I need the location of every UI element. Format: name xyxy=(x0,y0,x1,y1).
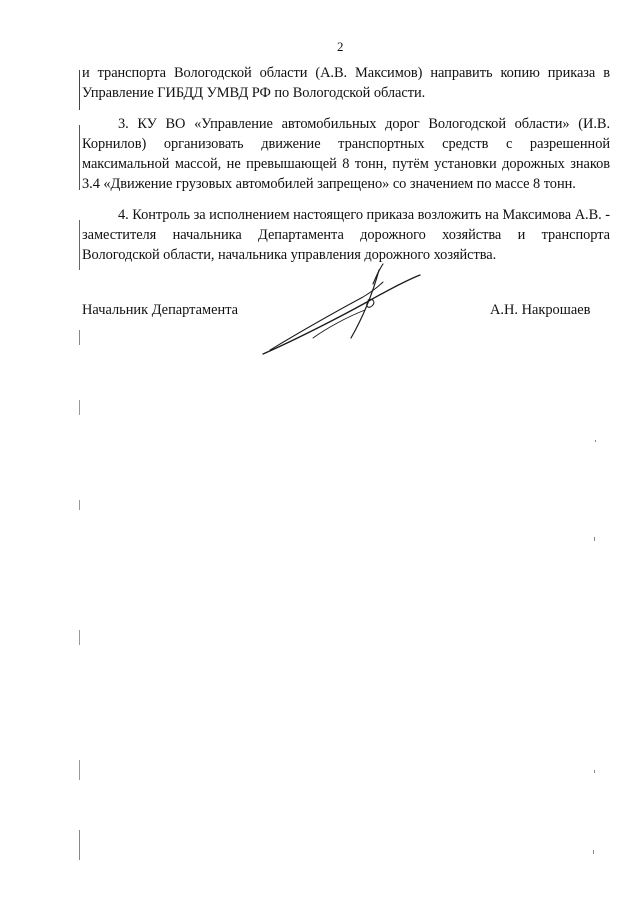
page-number: 2 xyxy=(337,39,344,54)
document-body xyxy=(82,64,610,277)
signatory-name: А.Н. Накрошаев xyxy=(490,302,591,318)
scan-margin-artifact xyxy=(79,70,80,870)
scan-speck xyxy=(593,850,594,854)
scan-speck xyxy=(594,770,595,773)
handwritten-signature xyxy=(255,262,425,362)
paragraph-continuation: и транспорта Вологодской области (А.В. Максимов) направить копию приказа в Управление ГИБДД УМВД РФ по Вологодской области. xyxy=(82,65,610,101)
signatory-position: Начальник Департамента xyxy=(82,302,239,318)
paragraph-item-4: 4. Контроль за исполнением настоящего приказа возложить на Максимова А.В. - заместителя начальника Департамента дорожного хозяйства и транспорта Вологодской области, начальника управления дорожного хозяйства. xyxy=(82,207,610,263)
paragraph-item-3: 3. КУ ВО «Управление автомобильных дорог Вологодской области» (И.В. Корнилов) организовать движение транспортных средств с разрешенной максимальной массой, не превышающей 8 тонн, путём установки дорожных знаков 3.4 «Движение грузовых автомобилей запрещено» со значением по массе 8 тонн. xyxy=(82,116,610,192)
scan-speck xyxy=(594,537,595,541)
scan-speck xyxy=(595,440,596,442)
